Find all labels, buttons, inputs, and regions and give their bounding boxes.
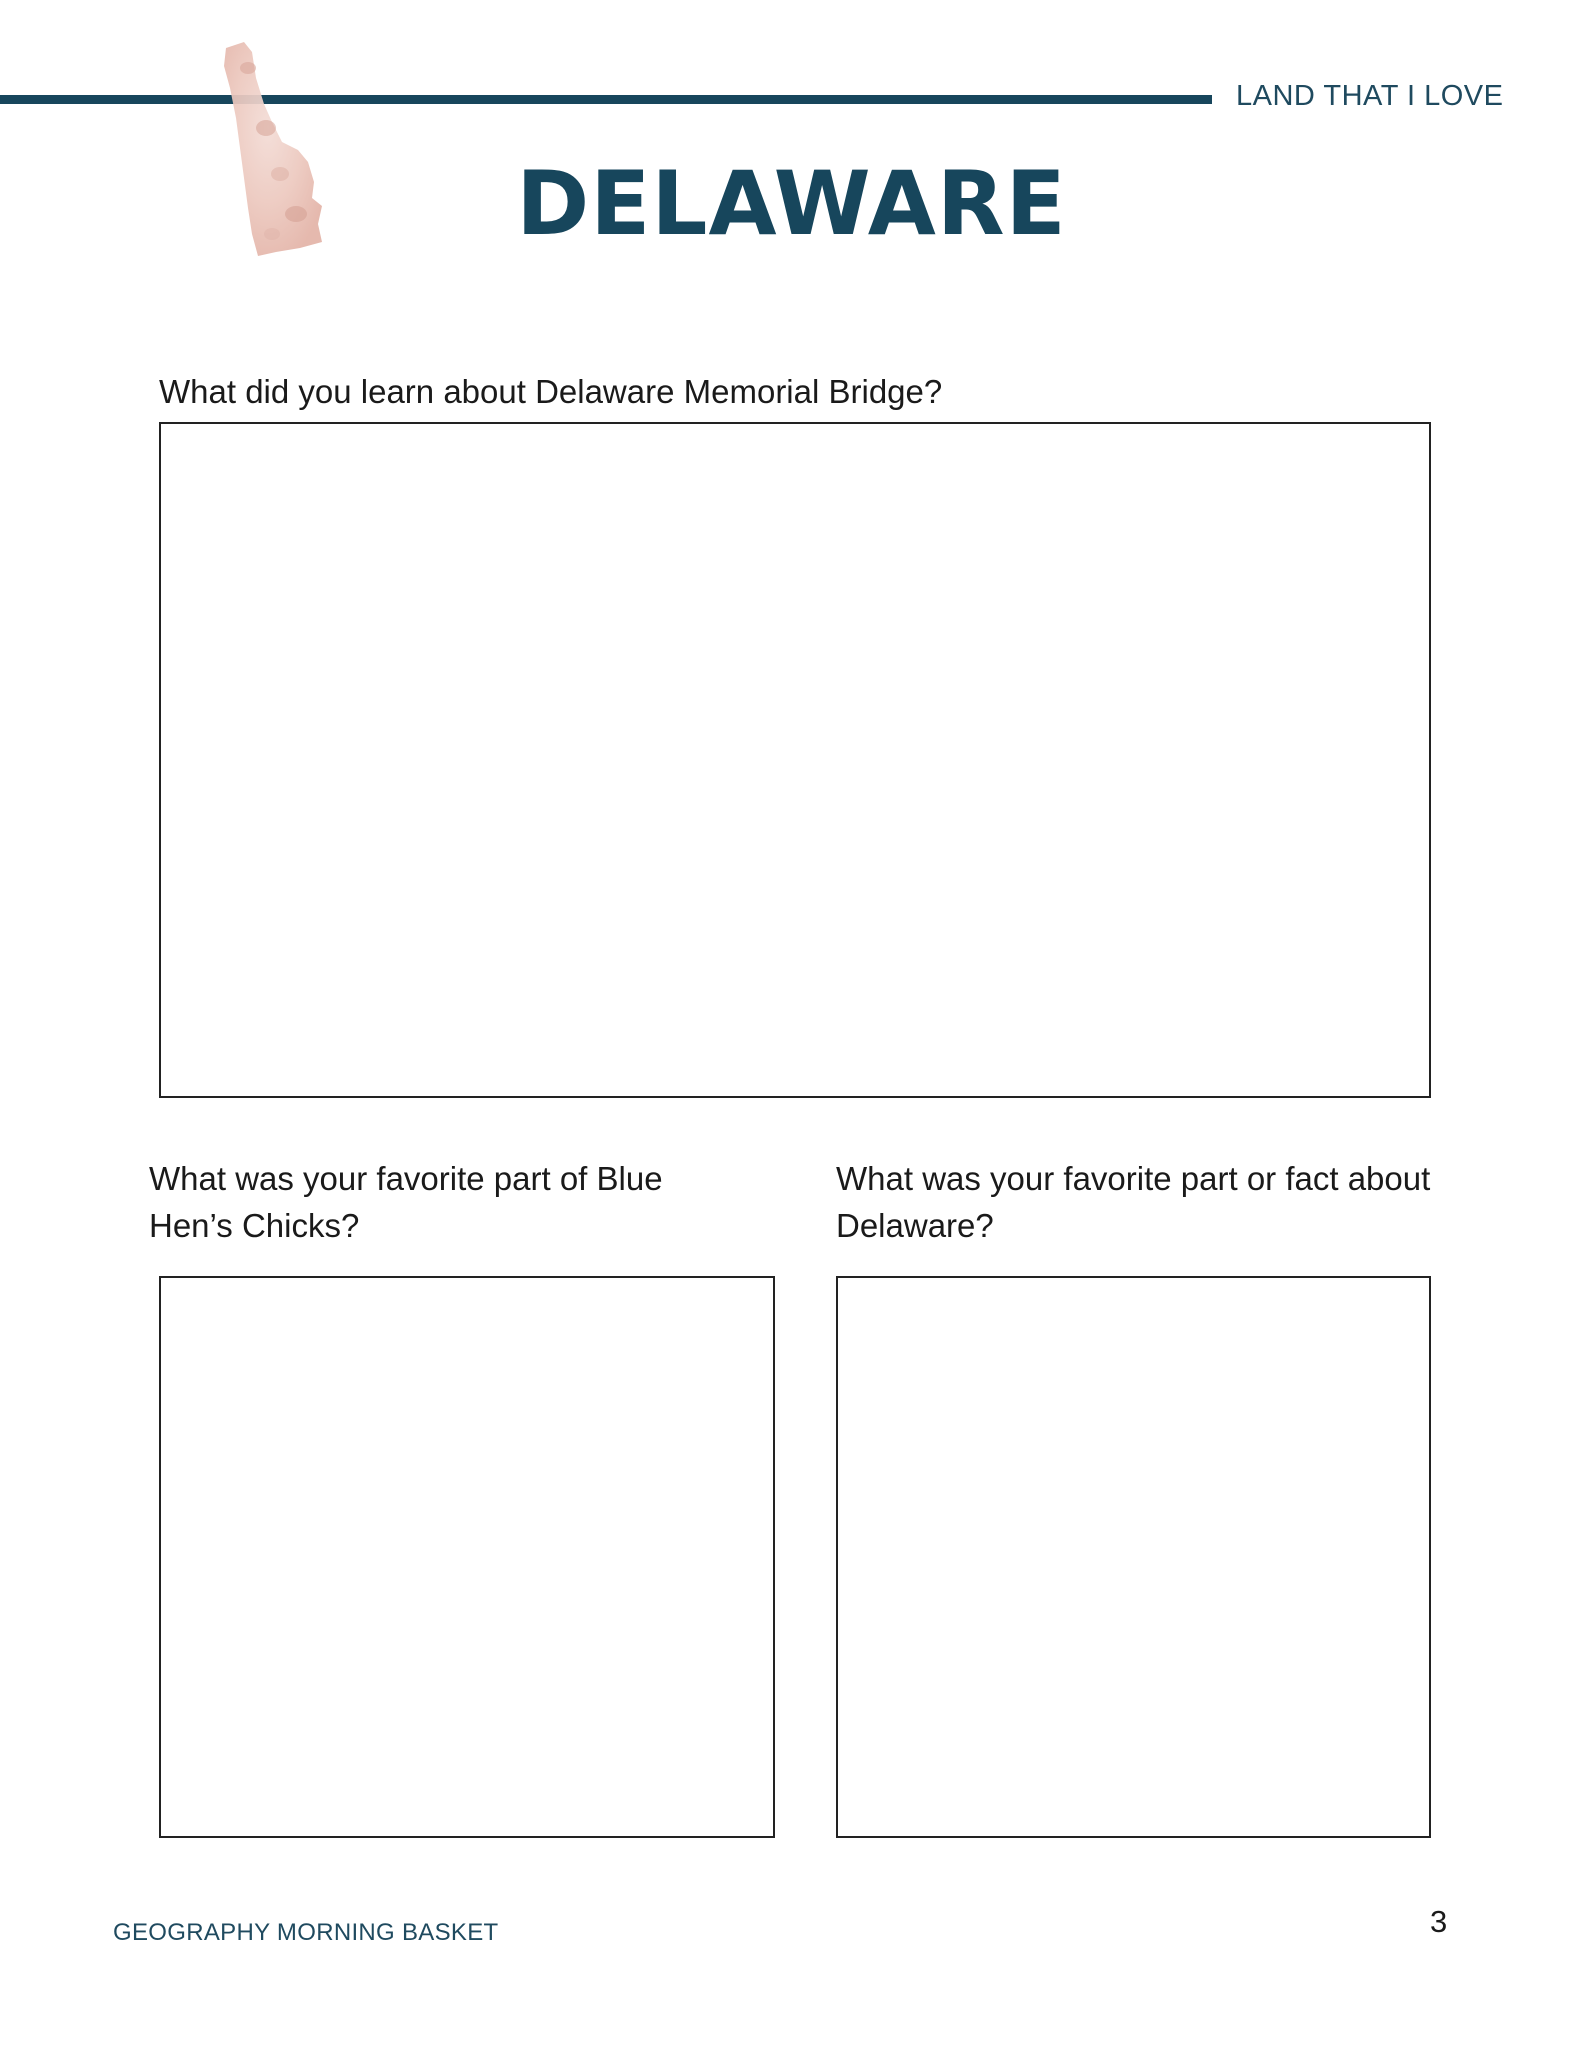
answer-box-favorite-fact[interactable] xyxy=(836,1276,1431,1838)
question-blue-hens-chicks: What was your favorite part of Blue Hen’s Chicks? xyxy=(149,1160,663,1244)
question-favorite-fact: What was your favorite part or fact about Delaware? xyxy=(836,1160,1431,1244)
page-number: 3 xyxy=(1430,1904,1448,1939)
answer-box-blue-hens-chicks[interactable] xyxy=(159,1276,775,1838)
footer-title: GEOGRAPHY MORNING BASKET xyxy=(113,1919,499,1946)
series-title: LAND THAT I LOVE xyxy=(1236,80,1504,112)
question-bridge: What did you learn about Delaware Memorial Bridge? xyxy=(159,373,943,410)
answer-box-bridge[interactable] xyxy=(159,422,1431,1098)
page-title: DELAWARE xyxy=(516,152,1067,255)
header-rule xyxy=(0,95,1212,104)
